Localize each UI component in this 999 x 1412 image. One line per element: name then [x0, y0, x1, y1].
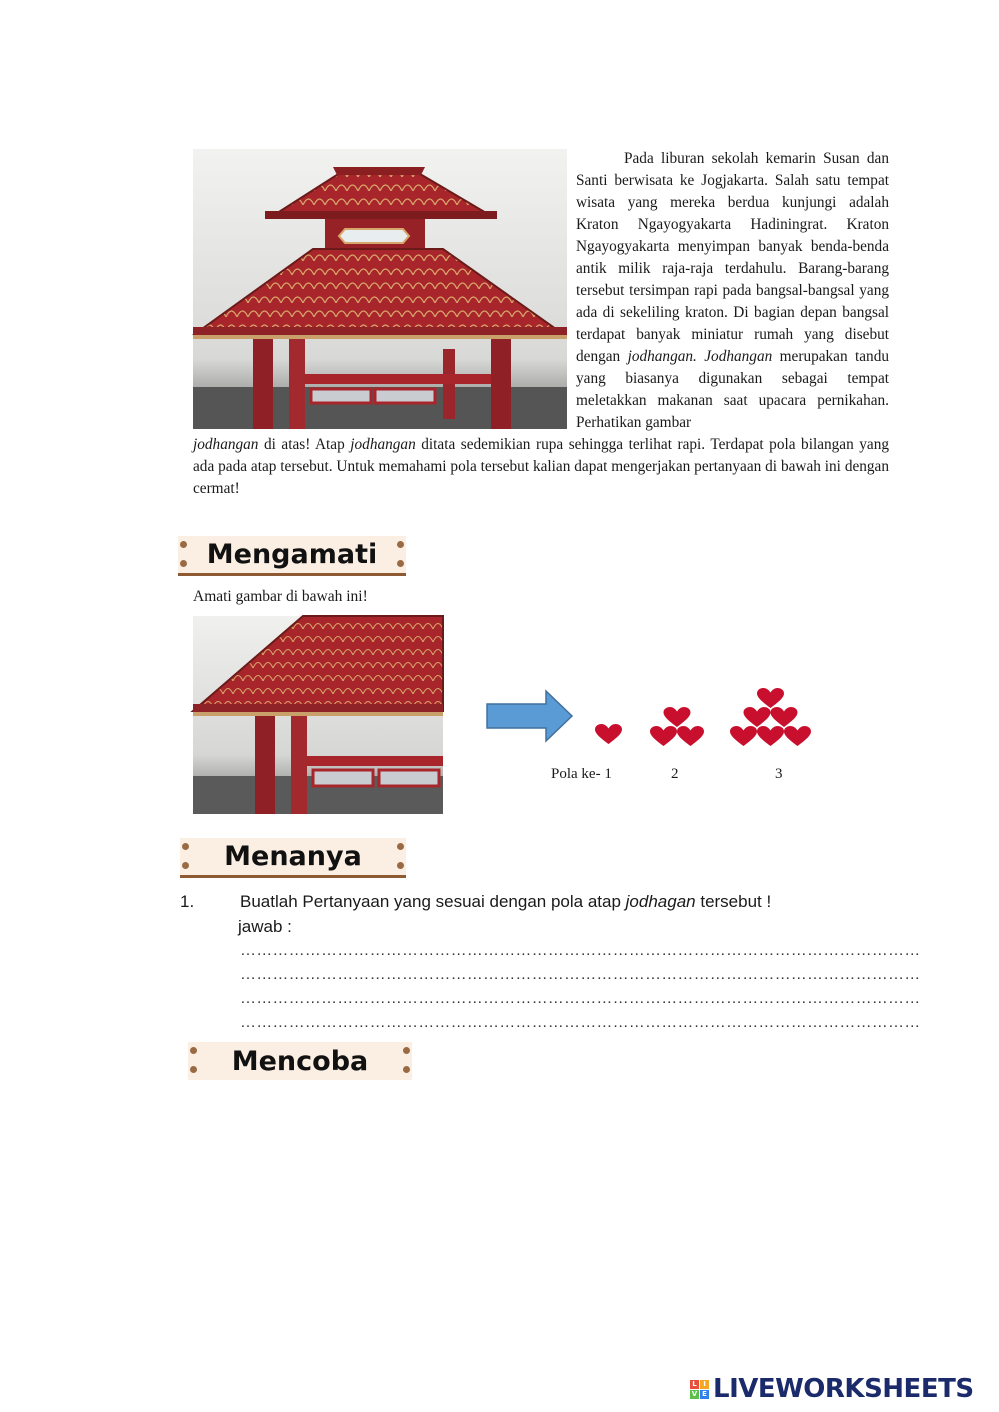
pattern-label-1: Pola ke- 1 [551, 766, 612, 782]
heart-icon [595, 724, 622, 744]
question-text [240, 892, 840, 912]
logo-letter: L [690, 1380, 699, 1389]
heart-icon [757, 688, 784, 708]
answer-line[interactable]: ……………………………………………………………………………………………………………… [240, 1014, 921, 1031]
story-text-mid: merupakan tandu yang biasanya digunakan sebagai tempat meletakkan makanan saat upacara pernikahan. Perhatikan gambar [576, 348, 889, 431]
heart-icon [784, 726, 811, 746]
story-term-jodhangan-3: jodhangan [193, 436, 259, 453]
story-text-start: Pada liburan sekolah kemarin Susan dan Santi berwisata ke Jogjakarta. Salah satu tempat wisata yang mereka berdua kunjungi adalah Kraton Ngayogyakarta Hadiningrat. Kraton Ngayogyakarta menyimpan banyak benda-benda antik milik raja-raja terdahulu. Barang-barang tersebut tersimpan rapi pada bangsal-bangsal yang ada di sekeliling kraton. Di bagian depan bangsal terdapat banyak miniatur rumah yang disebut dengan [576, 150, 889, 365]
pattern-label-2: 2 [671, 766, 679, 782]
live-logo-icon [690, 1380, 709, 1399]
story-text-mid2: di atas! Atap [263, 436, 345, 453]
answer-line[interactable]: ……………………………………………………………………………………………………………… [240, 942, 921, 959]
logo-text: LIVEWORKSHEETS [713, 1374, 974, 1404]
heart-icon [744, 707, 771, 727]
question-number: 1. [180, 892, 195, 911]
answer-line[interactable]: ……………………………………………………………………………………………………………… [240, 966, 921, 983]
liveworksheets-logo [690, 1374, 974, 1404]
jodhangan-closeup-photo [193, 616, 443, 814]
heart-icon [771, 707, 798, 727]
pattern-label-3: 3 [775, 766, 783, 782]
answer-label: jawab : [238, 917, 292, 936]
arrow-right-icon [486, 690, 574, 742]
story-term-jodhangan-4: jodhangan [350, 436, 416, 453]
heart-icon [730, 726, 757, 746]
pattern-1-hearts [595, 724, 622, 754]
question-term-jodhagan: jodhagan [625, 892, 696, 911]
heart-icon [664, 707, 691, 727]
answer-line[interactable]: ……………………………………………………………………………………………………………… [240, 990, 921, 1007]
section-title-menanya: Menanya [224, 841, 362, 872]
logo-letter: E [700, 1390, 709, 1399]
heart-pattern-svg [595, 724, 622, 746]
heart-pattern-svg [650, 707, 704, 748]
story-term-jodhangan-2: Jodhangan [704, 348, 773, 365]
heart-icon [677, 726, 704, 746]
mengamati-instruction: Amati gambar di bawah ini! [193, 588, 368, 605]
pattern-3-hearts [730, 688, 811, 756]
section-banner-menanya [180, 838, 406, 878]
heart-icon [650, 726, 677, 746]
logo-letter: V [691, 1390, 698, 1398]
heart-icon [757, 726, 784, 746]
story-paragraph-column [576, 148, 889, 434]
section-banner-mengamati [178, 536, 406, 576]
pattern-2-hearts [650, 707, 704, 757]
heart-pattern-svg [730, 688, 811, 748]
question-text-before: Buatlah Pertanyaan yang sesuai dengan pola atap [240, 892, 621, 911]
story-text-end: ditata sedemikian rupa sehingga terlihat rapi. Terdapat pola bilangan yang ada pada atap tersebut. Untuk memahami pola tersebut kalian dapat mengerjakan pertanyaan di bawah ini dengan cermat! [193, 436, 890, 497]
question-text-after: tersebut ! [700, 892, 772, 911]
section-banner-mencoba [188, 1042, 412, 1080]
section-title-mengamati: Mengamati [206, 539, 378, 570]
section-title-mencoba: Mencoba [231, 1045, 369, 1077]
story-term-jodhangan: jodhangan. [627, 348, 697, 365]
logo-letter: I [700, 1380, 709, 1389]
story-paragraph-continuation [193, 434, 889, 500]
jodhangan-photo [193, 149, 567, 429]
